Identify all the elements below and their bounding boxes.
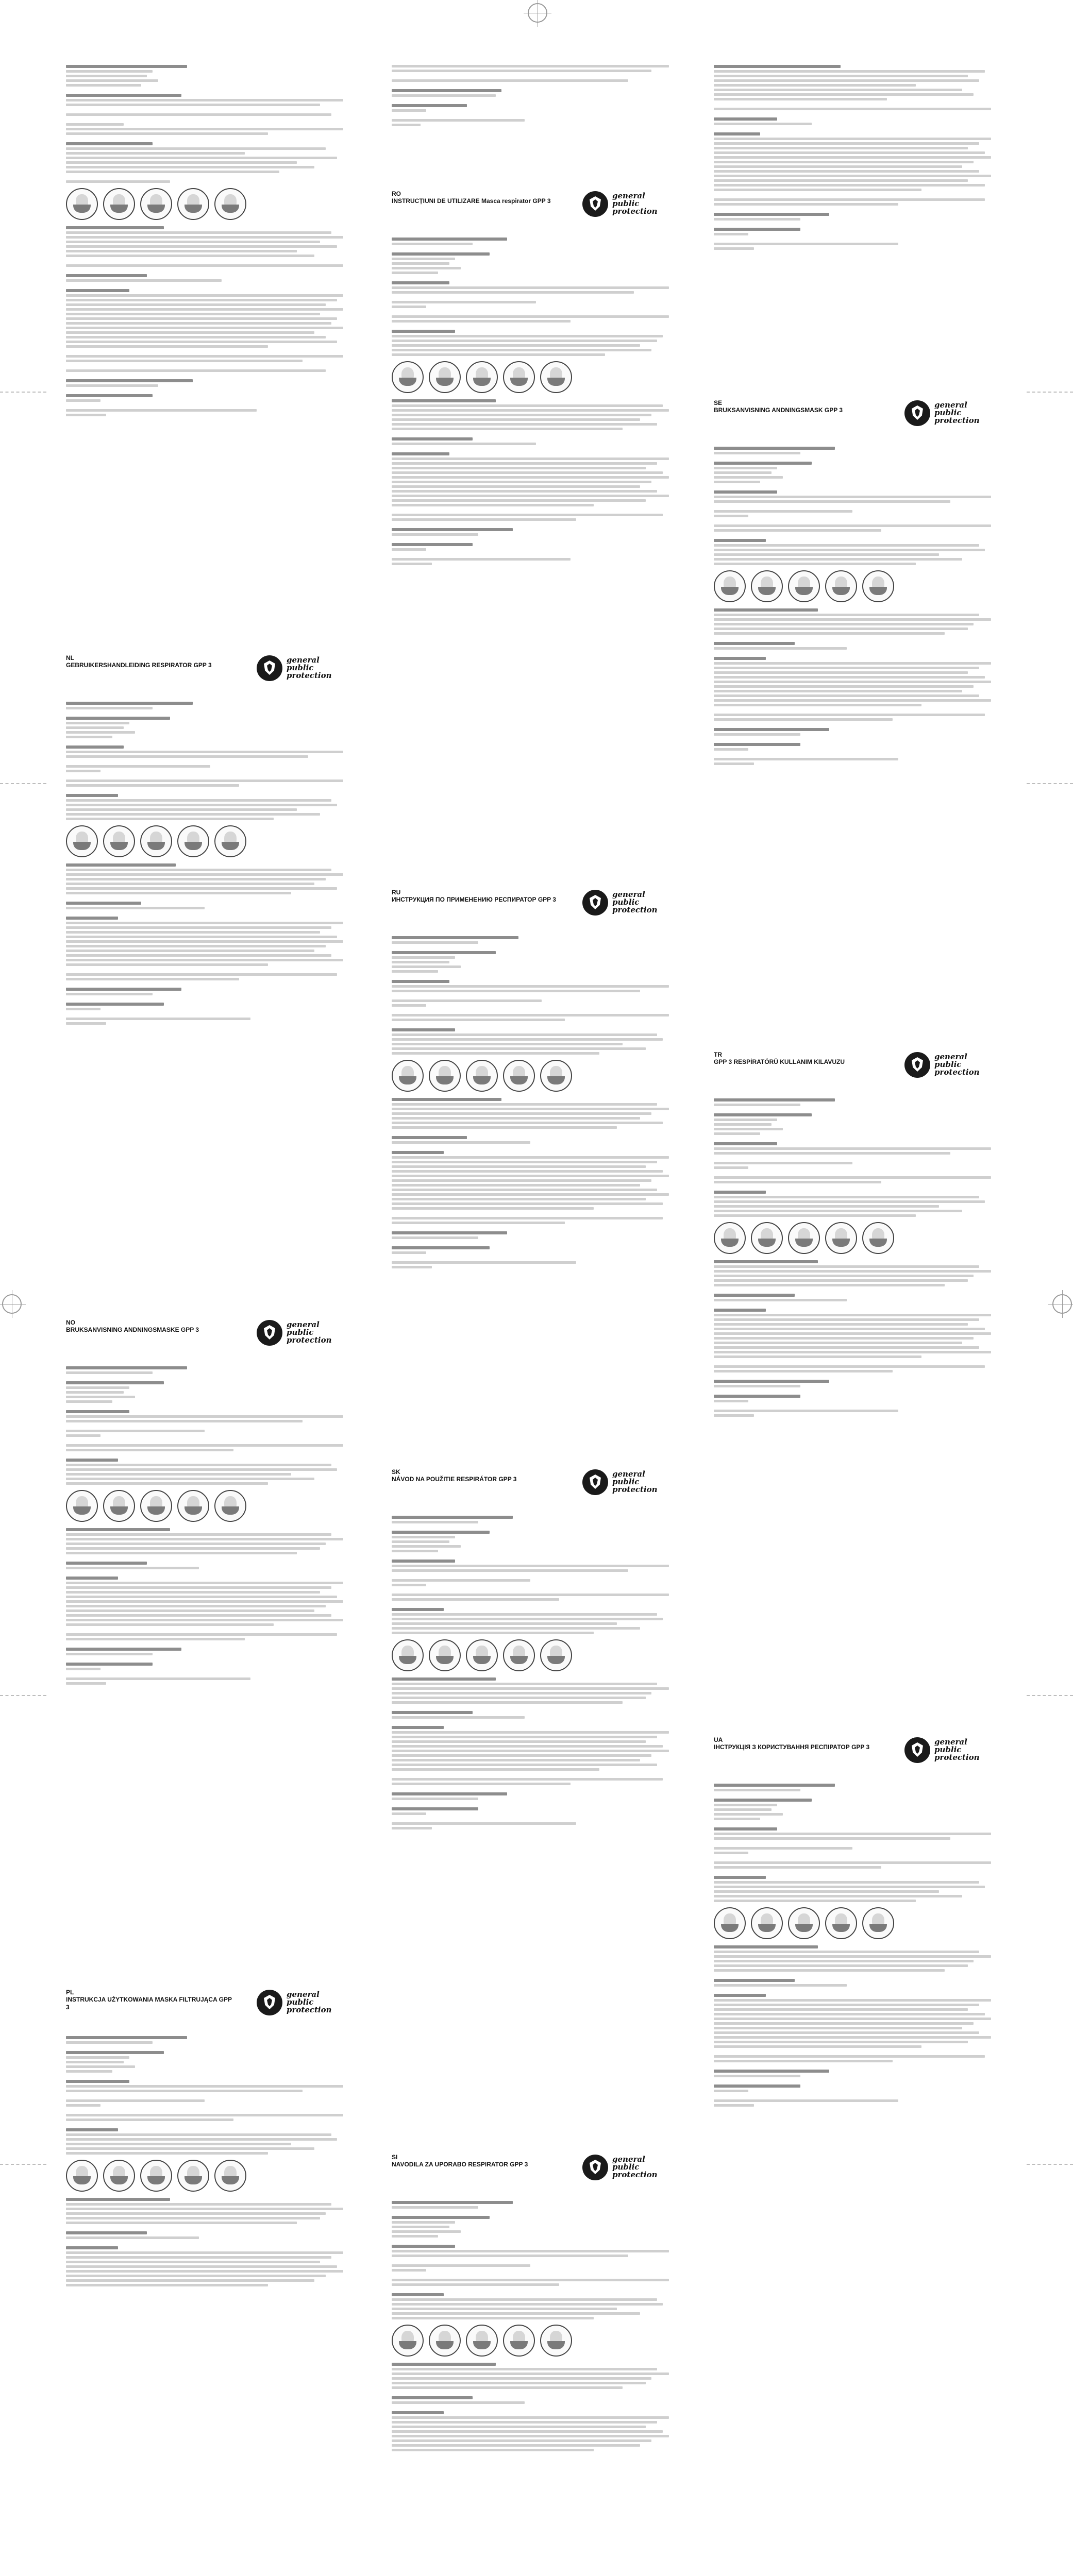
- fitting-step-icon: [103, 2160, 135, 2192]
- section-ro: [392, 62, 680, 567]
- fitting-step-icon: [862, 1907, 894, 1939]
- crop-line: [0, 2164, 46, 2165]
- logo-text: general public protection: [612, 2155, 658, 2179]
- section-header: [714, 1736, 1002, 1781]
- section-code: SE: [714, 399, 723, 406]
- fitting-steps-illustrations: [714, 1907, 1002, 1939]
- shield-icon: [904, 1052, 930, 1078]
- text-block: [392, 2201, 680, 2319]
- fitting-steps-illustrations: [66, 825, 355, 857]
- text-block: [66, 863, 355, 1025]
- text-block: [714, 1784, 1002, 1902]
- brand-logo: [582, 889, 670, 917]
- fitting-steps-illustrations: [714, 570, 1002, 602]
- section-header: [392, 190, 680, 234]
- brand-logo: [257, 1989, 344, 2016]
- fitting-step-icon: [140, 1490, 172, 1522]
- fitting-step-icon: [714, 1222, 746, 1254]
- section-title: ІНСТРУКЦІЯ З КОРИСТУВАННЯ РЕСПІРАТОР GPP 3: [714, 1743, 870, 1751]
- text-block: [66, 1366, 355, 1485]
- fitting-step-icon: [392, 361, 424, 393]
- section-code: UA: [714, 1736, 723, 1743]
- fitting-step-icon: [466, 1639, 498, 1671]
- fitting-step-icon: [466, 361, 498, 393]
- section-ua: [714, 1736, 1002, 2109]
- fitting-steps-illustrations: [392, 361, 680, 393]
- section-title: NÁVOD NA POUŽITIE RESPIRÁTOR GPP 3: [392, 1476, 517, 1483]
- shield-icon: [904, 1737, 930, 1763]
- fitting-step-icon: [177, 1490, 209, 1522]
- fitting-step-icon: [66, 188, 98, 220]
- logo-text: general public protection: [612, 890, 658, 914]
- fitting-steps-illustrations: [66, 188, 355, 220]
- fitting-step-icon: [214, 188, 246, 220]
- fitting-step-icon: [788, 1222, 820, 1254]
- section-pl-top: [66, 62, 355, 418]
- section-title: INSTRUKCJA UŻYTKOWANIA MASKA FILTRUJĄCA GPP 3: [66, 1996, 232, 2011]
- section-title: BRUKSANVISNING ANDNINGSMASKE GPP 3: [66, 1326, 199, 1333]
- section-header: [66, 1989, 355, 2033]
- section-ua-top: [714, 62, 1002, 252]
- logo-text: general public protection: [612, 1469, 658, 1494]
- text-block: [66, 226, 355, 416]
- brand-logo: [582, 2154, 670, 2181]
- section-nl: [66, 654, 355, 1027]
- fitting-step-icon: [177, 2160, 209, 2192]
- crop-line: [0, 392, 46, 393]
- fitting-step-icon: [66, 2160, 98, 2192]
- fitting-step-icon: [862, 570, 894, 602]
- section-se: [714, 399, 1002, 767]
- text-block: [392, 1516, 680, 1634]
- text-block: [66, 702, 355, 820]
- fitting-steps-illustrations: [66, 1490, 355, 1522]
- brand-logo: [904, 1736, 992, 1764]
- fitting-step-icon: [140, 188, 172, 220]
- fitting-step-icon: [466, 1060, 498, 1092]
- fitting-step-icon: [429, 1639, 461, 1671]
- fitting-step-icon: [540, 2325, 572, 2357]
- section-si: [392, 2154, 680, 2453]
- fitting-step-icon: [103, 825, 135, 857]
- shield-icon: [257, 1990, 282, 2015]
- fitting-step-icon: [103, 188, 135, 220]
- fitting-step-icon: [214, 2160, 246, 2192]
- fitting-step-icon: [751, 1222, 783, 1254]
- crop-line: [0, 783, 46, 784]
- fitting-step-icon: [392, 1639, 424, 1671]
- logo-text: general public protection: [612, 191, 658, 216]
- text-block: [392, 1098, 680, 1268]
- section-code: RU: [392, 889, 401, 896]
- section-code: NO: [66, 1319, 75, 1326]
- crop-line: [1027, 783, 1073, 784]
- section-code: SI: [392, 2154, 398, 2161]
- fitting-steps-illustrations: [392, 1060, 680, 1092]
- fitting-step-icon: [214, 825, 246, 857]
- fitting-step-icon: [392, 2325, 424, 2357]
- fitting-step-icon: [177, 825, 209, 857]
- section-tr: [714, 1051, 1002, 1419]
- section-title: INSTRUCȚIUNI DE UTILIZARE Masca respirator GPP 3: [392, 197, 551, 205]
- fitting-step-icon: [751, 1907, 783, 1939]
- brand-logo: [904, 1051, 992, 1079]
- brand-logo: [582, 190, 670, 218]
- brand-logo: [582, 1468, 670, 1496]
- text-block: [714, 447, 1002, 565]
- text-block: [392, 238, 680, 356]
- section-code: SK: [392, 1468, 400, 1476]
- fitting-step-icon: [503, 1639, 535, 1671]
- shield-icon: [582, 890, 608, 916]
- fitting-step-icon: [714, 570, 746, 602]
- section-header: [66, 1319, 355, 1363]
- text-block: [714, 608, 1002, 765]
- registration-mark-icon: [1052, 1294, 1072, 1314]
- text-block: [392, 399, 680, 565]
- fitting-step-icon: [429, 2325, 461, 2357]
- section-code: TR: [714, 1051, 722, 1058]
- text-block: [392, 1677, 680, 1829]
- fitting-step-icon: [177, 188, 209, 220]
- fitting-step-icon: [140, 2160, 172, 2192]
- registration-mark-icon: [528, 3, 547, 23]
- fitting-step-icon: [503, 361, 535, 393]
- fitting-steps-illustrations: [714, 1222, 1002, 1254]
- text-block: [66, 2198, 355, 2286]
- shield-icon: [257, 1320, 282, 1346]
- fitting-step-icon: [825, 1222, 857, 1254]
- fitting-steps-illustrations: [392, 2325, 680, 2357]
- fitting-step-icon: [788, 1907, 820, 1939]
- fitting-step-icon: [466, 2325, 498, 2357]
- section-ru: [392, 889, 680, 1270]
- shield-icon: [257, 655, 282, 681]
- fitting-step-icon: [540, 1639, 572, 1671]
- shield-icon: [582, 2155, 608, 2180]
- section-title: GPP 3 RESPİRATÖRÜ KULLANIM KILAVUZU: [714, 1058, 845, 1065]
- fitting-step-icon: [503, 2325, 535, 2357]
- fitting-step-icon: [540, 361, 572, 393]
- section-sk: [392, 1468, 680, 1832]
- crop-line: [0, 1695, 46, 1696]
- fitting-step-icon: [540, 1060, 572, 1092]
- logo-text: general public protection: [287, 655, 332, 680]
- section-header: [392, 2154, 680, 2198]
- text-block: [714, 1260, 1002, 1417]
- section-pl-bottom: [66, 1989, 355, 2289]
- text-block: [66, 2036, 355, 2155]
- fitting-step-icon: [429, 1060, 461, 1092]
- shield-icon: [904, 400, 930, 426]
- section-code: RO: [392, 190, 401, 197]
- fitting-step-icon: [140, 825, 172, 857]
- fitting-step-icon: [825, 570, 857, 602]
- section-title: GEBRUIKERSHANDLEIDING RESPIRATOR GPP 3: [66, 662, 212, 669]
- text-block: [714, 65, 1002, 250]
- text-block: [392, 2363, 680, 2451]
- shield-icon: [582, 191, 608, 217]
- section-header: [392, 1468, 680, 1513]
- text-block: [714, 1098, 1002, 1217]
- fitting-step-icon: [214, 1490, 246, 1522]
- section-code: PL: [66, 1989, 74, 1996]
- logo-text: general public protection: [287, 1990, 332, 2014]
- crop-line: [1027, 392, 1073, 393]
- fitting-steps-illustrations: [66, 2160, 355, 2192]
- fitting-steps-illustrations: [392, 1639, 680, 1671]
- fitting-step-icon: [66, 1490, 98, 1522]
- fitting-step-icon: [825, 1907, 857, 1939]
- fitting-step-icon: [66, 825, 98, 857]
- section-title: BRUKSANVISNING ANDNINGSMASK GPP 3: [714, 406, 843, 414]
- logo-text: general public protection: [934, 1737, 980, 1762]
- section-header: [714, 399, 1002, 444]
- fitting-step-icon: [751, 570, 783, 602]
- fitting-step-icon: [503, 1060, 535, 1092]
- brand-logo: [904, 399, 992, 427]
- crop-line: [1027, 1695, 1073, 1696]
- text-block: [66, 1528, 355, 1685]
- section-header: [714, 1051, 1002, 1095]
- section-no: [66, 1319, 355, 1687]
- section-code: NL: [66, 654, 74, 662]
- text-block: [392, 65, 680, 126]
- fitting-step-icon: [392, 1060, 424, 1092]
- fitting-step-icon: [429, 361, 461, 393]
- crop-line: [1027, 2164, 1073, 2165]
- section-header: [66, 654, 355, 699]
- text-block: [392, 936, 680, 1055]
- brand-logo: [257, 654, 344, 682]
- fitting-step-icon: [788, 570, 820, 602]
- brand-logo: [257, 1319, 344, 1347]
- section-header: [392, 889, 680, 933]
- text-block: [66, 65, 355, 183]
- fitting-step-icon: [862, 1222, 894, 1254]
- section-title: ИНСТРУКЦИЯ ПО ПРИМЕНЕНИЮ РЕСПИРАТОР GPP 3: [392, 896, 556, 903]
- logo-text: general public protection: [934, 1052, 980, 1077]
- text-block: [714, 1945, 1002, 2107]
- logo-text: general public protection: [287, 1320, 332, 1345]
- shield-icon: [582, 1469, 608, 1495]
- logo-text: general public protection: [934, 400, 980, 425]
- section-title: NAVODILA ZA UPORABO RESPIRATOR GPP 3: [392, 2161, 528, 2168]
- registration-mark-icon: [2, 1294, 22, 1314]
- fitting-step-icon: [103, 1490, 135, 1522]
- fitting-step-icon: [714, 1907, 746, 1939]
